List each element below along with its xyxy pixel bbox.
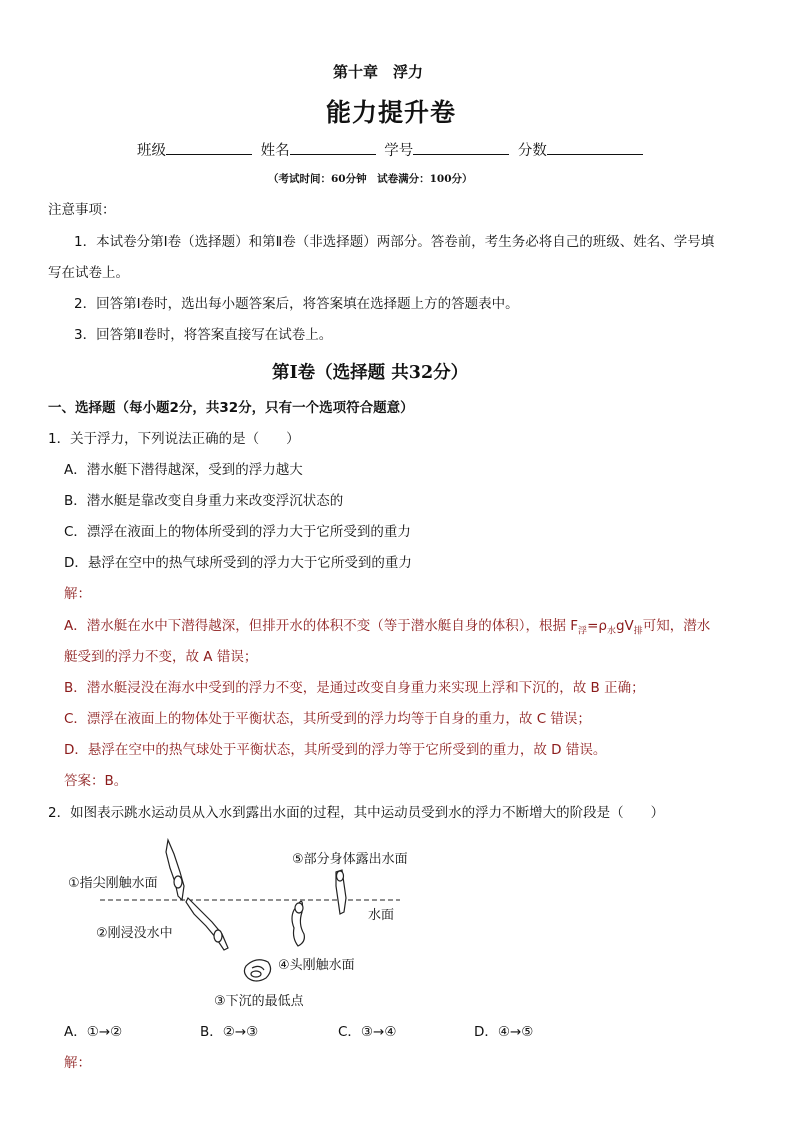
q1-solution-label: 解： — [64, 586, 91, 602]
q1-option-c: C．漂浮在液面上的物体所受到的浮力大于它所受到的重力 — [64, 524, 411, 540]
exam-info: （考试时间：60分钟 试卷满分：100分） — [268, 173, 473, 185]
q1-option-b: B．潜水艇是靠改变自身重力来改变浮沉状态的 — [64, 493, 344, 509]
explanation-text: A．潜水艇在水中下潜得越深，但排开水的体积不变（等于潜水艇自身的体积），根据 F — [64, 618, 579, 634]
q2-stem: 2．如图表示跳水运动员从入水到露出水面的过程，其中运动员受到水的浮力不断增大的阶段是（ ） — [48, 805, 665, 821]
id-blank — [413, 140, 509, 155]
class-label: 班级 — [137, 143, 166, 159]
q1-stem: 1．关于浮力，下列说法正确的是（ ） — [48, 431, 300, 447]
subscript-pai: 排 — [633, 626, 643, 637]
diver-3-figure — [244, 960, 270, 981]
q1-answer: 答案：B。 — [64, 773, 128, 789]
q2-option-c: C．③→④ — [338, 1024, 397, 1040]
score-blank — [547, 140, 643, 155]
q1-explanation-b: B．潜水艇浸没在海水中受到的浮力不变，是通过改变自身重力来实现上浮和下沉的，故 B 正确； — [64, 680, 645, 696]
score-label: 分数 — [517, 143, 547, 159]
explanation-text: 可知，潜水 — [642, 618, 711, 634]
diver-4-figure — [292, 901, 304, 946]
notes-heading: 注意事项： — [48, 202, 116, 218]
label-stage-2: ②刚浸没水中 — [96, 926, 173, 941]
q1-explanation-a-line-2: 艇受到的浮力不变，故 A 错误； — [64, 649, 258, 665]
label-stage-5: ⑤部分身体露出水面 — [292, 852, 408, 867]
class-blank — [166, 140, 252, 155]
explanation-text: =ρ — [587, 618, 607, 634]
id-label: 学号 — [384, 143, 414, 159]
student-info-row — [137, 139, 643, 160]
note-item-2: 2．回答第Ⅰ卷时，选出每小题答案后，将答案填在选择题上方的答题表中。 — [74, 296, 519, 312]
name-blank — [290, 140, 376, 155]
explanation-text: gV — [615, 618, 634, 634]
q1-explanation-d: D．悬浮在空中的热气球处于平衡状态，其所受到的浮力等于它所受到的重力，故 D 错误。 — [64, 742, 607, 758]
note-item-1-line-1: 1．本试卷分第Ⅰ卷（选择题）和第Ⅱ卷（非选择题）两部分。答卷前，考生务必将自己的班级、姓名、学号填 — [74, 234, 715, 250]
label-stage-4: ④头刚触水面 — [278, 958, 355, 973]
q1-explanation-c: C．漂浮在液面上的物体处于平衡状态，其所受到的浮力均等于自身的重力，故 C 错误； — [64, 711, 591, 727]
note-item-3: 3．回答第Ⅱ卷时，将答案直接写在试卷上。 — [74, 327, 333, 343]
section-title: 第Ⅰ卷（选择题 共32分） — [272, 363, 469, 383]
subscript-shui: 水 — [606, 626, 616, 637]
label-stage-1: ①指尖刚触水面 — [68, 876, 158, 891]
note-item-1-line-2: 写在试卷上。 — [48, 265, 129, 281]
diving-diagram — [60, 838, 440, 1016]
label-water-surface: 水面 — [368, 908, 395, 923]
diver-1-figure — [166, 840, 184, 900]
q2-option-a: A．①→② — [64, 1024, 123, 1040]
q1-explanation-a-line-1 — [64, 616, 710, 642]
section-heading: 一、选择题（每小题2分，共32分，只有一个选项符合题意） — [48, 400, 414, 416]
page-title: 能力提升卷 — [326, 98, 457, 127]
q2-solution-label: 解： — [64, 1055, 91, 1071]
label-stage-3: ③下沉的最低点 — [214, 994, 304, 1009]
q1-option-d: D．悬浮在空中的热气球所受到的浮力大于它所受到的重力 — [64, 555, 412, 571]
diver-2-figure — [186, 898, 228, 950]
q2-option-b: B．②→③ — [200, 1024, 259, 1040]
q2-option-d: D．④→⑤ — [474, 1024, 534, 1040]
name-label: 姓名 — [260, 143, 290, 159]
subscript-fu: 浮 — [578, 626, 588, 637]
diver-5-figure — [336, 870, 346, 914]
q1-option-a: A．潜水艇下潜得越深，受到的浮力越大 — [64, 462, 303, 478]
chapter-title: 第十章 浮力 — [333, 63, 424, 81]
